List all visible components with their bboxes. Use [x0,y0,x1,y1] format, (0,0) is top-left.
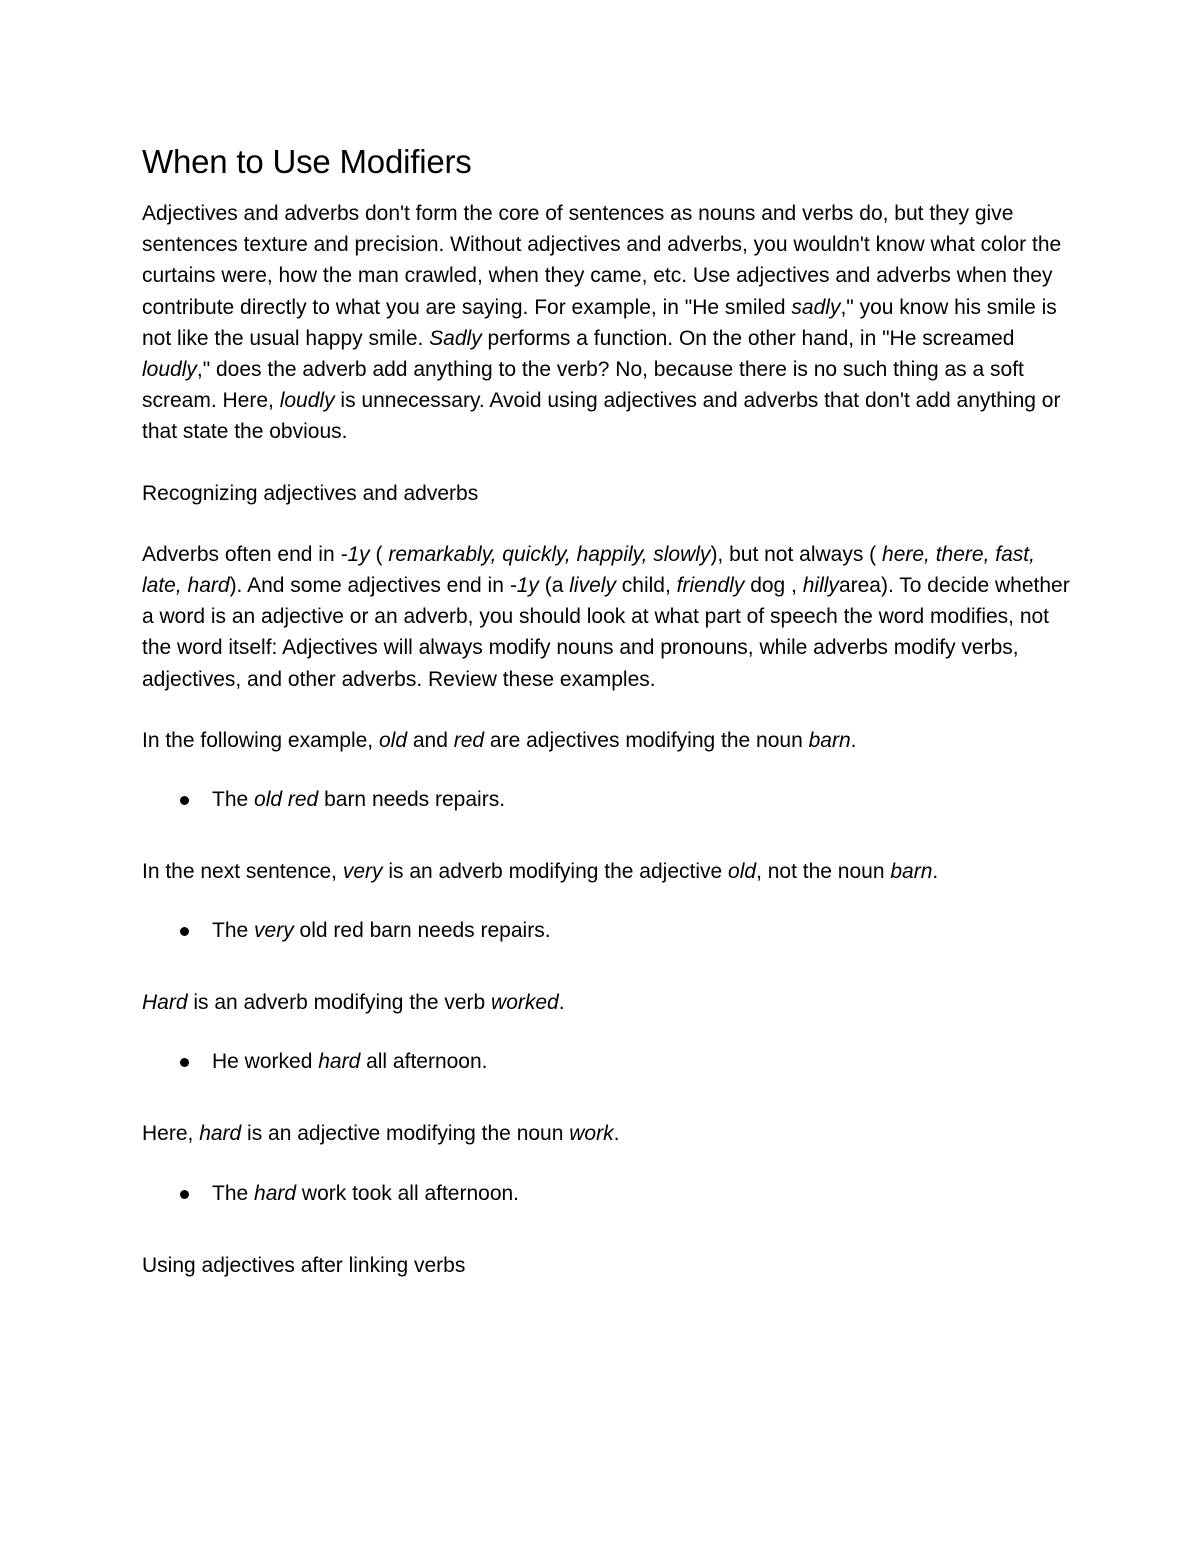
example-3-intro: Hard is an adverb modifying the verb worked. [142,991,565,1015]
italic-run: sadly [791,295,841,319]
section-heading-linking-verbs: Using adjectives after linking verbs [142,1253,466,1277]
italic-run: old red [254,788,319,812]
bullet-dot-icon [180,927,189,936]
example-1-intro: In the following example, old and red are adjectives modifying the noun barn. [142,728,857,752]
bullet-dot-icon [180,1058,189,1067]
italic-run: old [728,860,757,884]
italic-run: loudly [279,389,335,413]
italic-run: Sadly [429,326,482,350]
italic-run: hilly [802,574,839,598]
example-4-list [142,1178,1072,1209]
list-item [142,1046,1072,1077]
italic-run: -1y [340,542,370,566]
document-page [142,140,1072,1281]
list-item [142,784,1072,815]
italic-run: very [254,919,294,943]
italic-run: work [569,1122,614,1146]
italic-run: hard [199,1122,242,1146]
bullet-dot-icon [180,796,189,805]
list-item [142,1178,1072,1209]
italic-run: barn [808,728,851,752]
italic-run: Hard [142,991,188,1015]
italic-run: old [378,728,407,752]
example-4-intro: Here, hard is an adjective modifying the noun work. [142,1122,620,1146]
intro-paragraph: Adjectives and adverbs don't form the core of sentences as nouns and verbs do, but they give sentences texture and precision. Without adjectives and adverbs, you wouldn't know what color the curtains were, how the man crawled, when they came, etc. Use adjectives and adverbs when they contribute directly to what you are saying. For example, in "He smiled sadly," you know his smile is not like the usual happy smile. Sadly performs a function. On the other hand, in "He screamed loudly," does the adverb add anything to the verb? No, because there is no such thing as a soft scream. Here, loudly is unnecessary. Avoid using adjectives and adverbs that don't add anything or that state the obvious. [142,202,1062,444]
italic-run: loudly [142,358,197,382]
list-item-text: The old red barn needs repairs. [212,788,506,812]
italic-run: worked [491,991,559,1015]
bullet-dot-icon [180,1190,189,1199]
italic-run: remarkably, quickly, happily, slowly [388,542,711,566]
italic-run: hard [254,1181,297,1205]
example-3-list [142,1046,1072,1077]
list-item-text: The hard work took all afternoon. [212,1181,520,1205]
italic-run: friendly [676,574,745,598]
list-item [142,915,1072,946]
italic-run: very [342,860,383,884]
italic-run: red [453,728,485,752]
document-title: When to Use Modifiers [142,143,472,180]
italic-run: hard [318,1050,361,1074]
italic-run: here, there, fast, late, hard [142,542,1035,598]
section-heading-recognizing: Recognizing adjectives and adverbs [142,481,479,505]
example-2-list [142,915,1072,946]
italic-run: -1y [509,574,539,598]
example-1-list [142,784,1072,815]
adverb-adjective-paragraph: Adverbs often end in -1y ( remarkably, quickly, happily, slowly), but not always ( here, there, fast, late, hard). And some adjectives end in -1y (a lively child, friendly dog , hillyarea). To decide whether a word is an adjective or an adverb, you should look at what part of speech the word modifies, not the word itself: Adjectives will always modify nouns and pronouns, while adverbs modify verbs, adjectives, and other adverbs. Review these examples. [142,542,1070,691]
list-item-text: The very old red barn needs repairs. [212,919,551,943]
italic-run: lively [569,574,616,598]
italic-run: barn [890,860,933,884]
example-2-intro: In the next sentence, very is an adverb modifying the adjective old, not the noun barn. [142,860,939,884]
list-item-text: He worked hard all afternoon. [212,1050,488,1074]
